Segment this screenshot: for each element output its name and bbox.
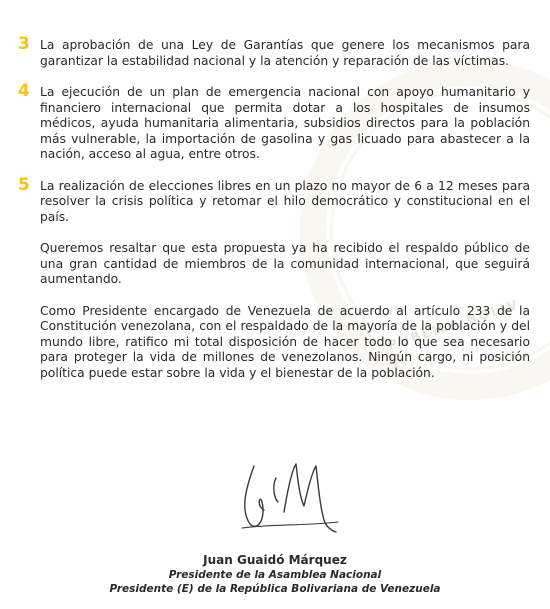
item-number: 4: [18, 81, 30, 101]
item-text: La realización de elecciones libres en un plazo no mayor de 6 a 12 meses para resolver la crisis política y retomar el hilo democrático y constitucional en el país.: [40, 178, 530, 224]
document-body: [18, 34, 530, 397]
signer-name: Juan Guaidó Márquez: [203, 553, 347, 567]
item-text: La ejecución de un plan de emergencia nacional con apoyo humanitario y financiero internacional que permita dotar a los hospitales de insumos médicos, ayuda humanitaria alimentaria, subsidios directos para la población más vulnerable, la importación de gasolina y gas licuado para abastecer a la nación, acceso al agua, entre otros.: [40, 85, 530, 161]
list-item-5: [18, 174, 530, 226]
watermark-text: PÚBLICA BOLIV: [386, 297, 522, 354]
signer-title-1: Presidente de la Asamblea Nacional: [168, 569, 382, 581]
list-item-3: [18, 34, 530, 69]
item-number: 5: [18, 174, 30, 195]
item-text: La aprobación de una Ley de Garantías que genere los mecanismos para garantizar la estabilidad nacional y la atención y reparación de las víctimas.: [40, 38, 530, 68]
paragraph-statement: Como Presidente encargado de Venezuela de acuerdo al artículo 233 de la Constitución venezolana, con el respaldado de la mayoría de la población y del mundo libre, ratifico mi total disposición de hacer todo lo que sea necesario para proteger la vida de millones de venezolanos. Ningún cargo, ni posición política puede estar sobre la vida y el bienestar de la población.: [40, 303, 530, 380]
list-item-4: [18, 81, 530, 163]
handwritten-signature: [232, 458, 342, 538]
signer-title-2: Presidente (E) de la República Bolivariana de Venezuela: [109, 583, 441, 595]
item-number: 3: [18, 34, 30, 54]
paragraph-support: Queremos resaltar que esta propuesta ya ha recibido el respaldo público de una gran cantidad de miembros de la comunidad internacional, que seguirá aumentando.: [40, 241, 530, 286]
signature-block: [0, 553, 550, 596]
